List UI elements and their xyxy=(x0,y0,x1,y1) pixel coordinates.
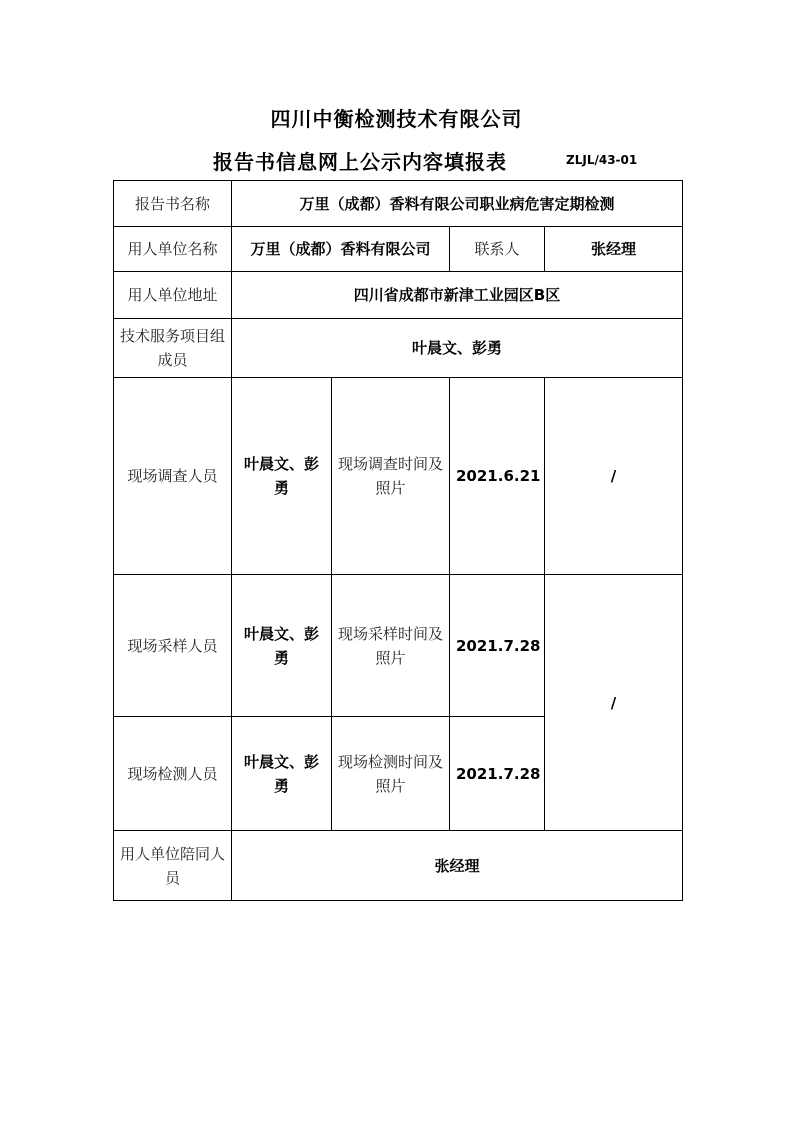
survey-people: 叶晨文、彭勇 xyxy=(232,378,332,575)
testing-people: 叶晨文、彭勇 xyxy=(232,717,332,831)
row-survey xyxy=(114,378,683,575)
sampling-date: 2021.7.28 xyxy=(450,575,545,717)
testing-time-label: 现场检测时间及照片 xyxy=(332,717,450,831)
escort-label: 用人单位陪同人员 xyxy=(114,831,232,901)
address-label: 用人单位地址 xyxy=(114,272,232,319)
survey-label: 现场调查人员 xyxy=(114,378,232,575)
sampling-time-label: 现场采样时间及照片 xyxy=(332,575,450,717)
row-address xyxy=(114,272,683,319)
members-value: 叶晨文、彭勇 xyxy=(232,319,683,378)
employer-value: 万里（成都）香料有限公司 xyxy=(232,227,450,272)
row-sampling xyxy=(114,575,683,717)
row-escort xyxy=(114,831,683,901)
employer-label: 用人单位名称 xyxy=(114,227,232,272)
survey-photo: / xyxy=(545,378,683,575)
survey-time-label: 现场调查时间及照片 xyxy=(332,378,450,575)
survey-date: 2021.6.21 xyxy=(450,378,545,575)
members-label: 技术服务项目组成员 xyxy=(114,319,232,378)
report-name-value: 万里（成都）香料有限公司职业病危害定期检测 xyxy=(232,181,683,227)
address-value: 四川省成都市新津工业园区B区 xyxy=(232,272,683,319)
form-title: 报告书信息网上公示内容填报表 xyxy=(213,150,507,174)
company-name: 四川中衡检测技术有限公司 xyxy=(270,107,523,131)
row-employer xyxy=(114,227,683,272)
testing-label: 现场检测人员 xyxy=(114,717,232,831)
report-name-label: 报告书名称 xyxy=(114,181,232,227)
disclosure-form-table xyxy=(113,180,683,901)
form-code: ZLJL/43-01 xyxy=(566,153,638,167)
row-report-name xyxy=(114,181,683,227)
contact-value: 张经理 xyxy=(545,227,683,272)
row-members xyxy=(114,319,683,378)
sampling-testing-photo: / xyxy=(545,575,683,831)
contact-label: 联系人 xyxy=(450,227,545,272)
sampling-people: 叶晨文、彭勇 xyxy=(232,575,332,717)
testing-date: 2021.7.28 xyxy=(450,717,545,831)
escort-value: 张经理 xyxy=(232,831,683,901)
sampling-label: 现场采样人员 xyxy=(114,575,232,717)
